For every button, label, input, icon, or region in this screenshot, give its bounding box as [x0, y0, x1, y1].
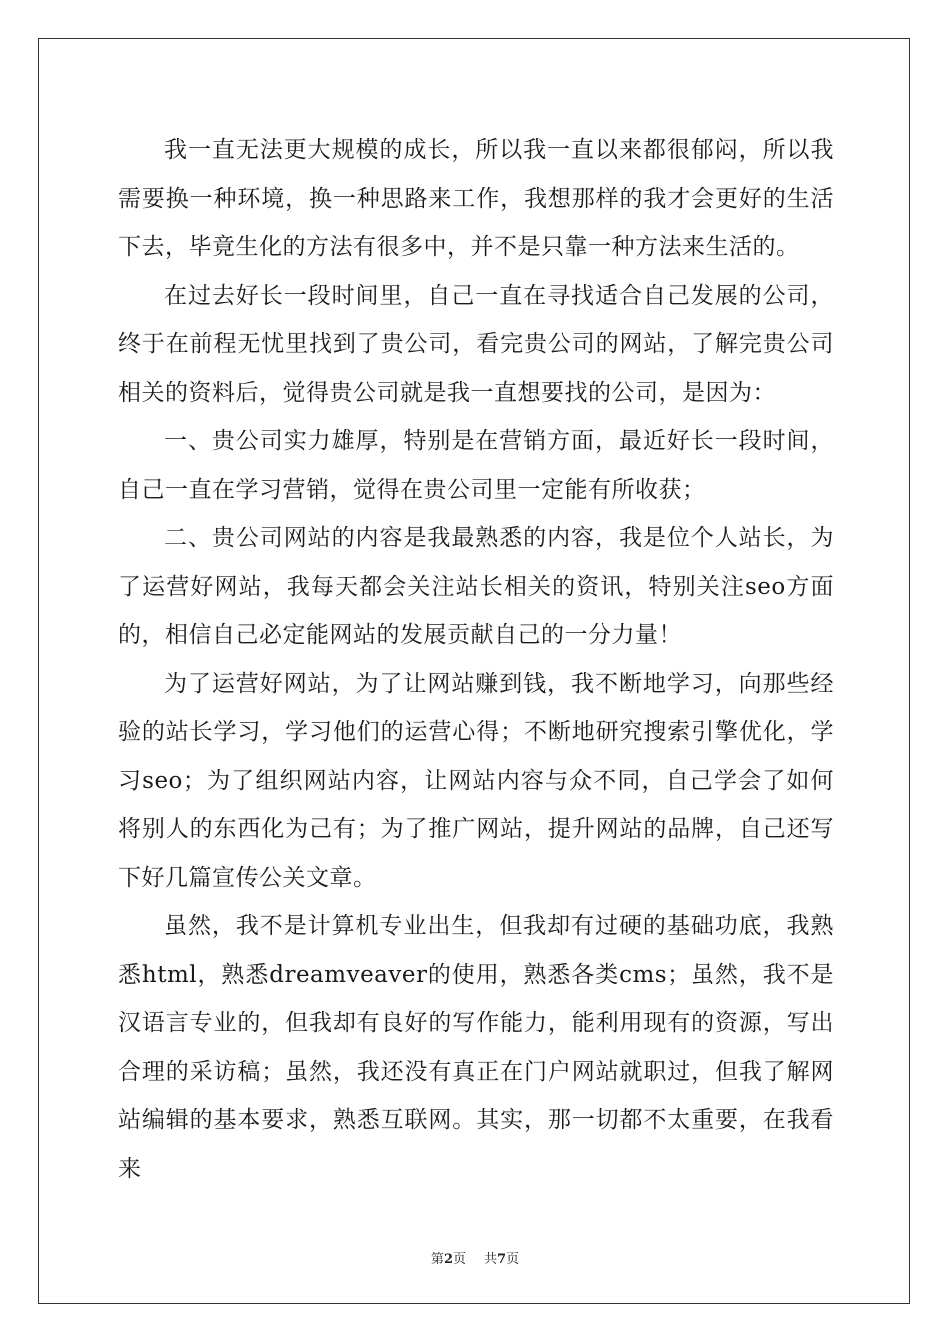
page-number: 2 — [443, 1252, 453, 1267]
paragraph: 为了运营好网站，为了让网站赚到钱，我不断地学习，向那些经验的站长学习，学习他们的运营心得；不断地研究搜索引擎优化，学习seo；为了组织网站内容，让网站内容与众不同，自己学会了如何将别人的东西化为己有；为了推广网站，提升网站的品牌，自己还写下好几篇宣传公关文章。 — [118, 670, 834, 891]
page-number-suffix: 页 — [452, 1252, 466, 1267]
paragraph: 二、贵公司网站的内容是我最熟悉的内容，我是位个人站长，为了运营好网站，我每天都会关注站长相关的资讯，特别关注seo方面的，相信自己必定能网站的发展贡献自己的一分力量！ — [118, 525, 834, 648]
paragraph: 虽然，我不是计算机专业出生，但我却有过硬的基础功底，我熟悉html，熟悉dreamveaver的使用，熟悉各类cms；虽然，我不是汉语言专业的，但我却有良好的写作能力，能利用现有的资源，写出合理的采访稿；虽然，我还没有真正在门户网站就职过，但我了解网站编辑的基本要求，熟悉互联网。其实，那一切都不太重要，在我看来 — [118, 913, 834, 1182]
page-number-prefix: 第 — [430, 1252, 444, 1267]
total-pages-suffix: 页 — [506, 1252, 520, 1267]
total-pages: 7 — [497, 1252, 507, 1267]
total-pages-prefix: 共 — [484, 1252, 498, 1267]
paragraph: 一、贵公司实力雄厚，特别是在营销方面，最近好长一段时间，自己一直在学习营销，觉得在贵公司里一定能有所收获； — [118, 428, 834, 503]
paragraph: 我一直无法更大规模的成长，所以我一直以来都很郁闷，所以我需要换一种环境，换一种思路来工作，我想那样的我才会更好的生活下去，毕竟生化的方法有很多中，并不是只靠一种方法来生活的。 — [118, 137, 834, 260]
document-body — [118, 126, 834, 1193]
paragraph: 在过去好长一段时间里，自己一直在寻找适合自己发展的公司，终于在前程无忧里找到了贵公司，看完贵公司的网站，了解完贵公司相关的资料后，觉得贵公司就是我一直想要找的公司，是因为： — [118, 282, 834, 406]
page-footer — [0, 1248, 950, 1267]
